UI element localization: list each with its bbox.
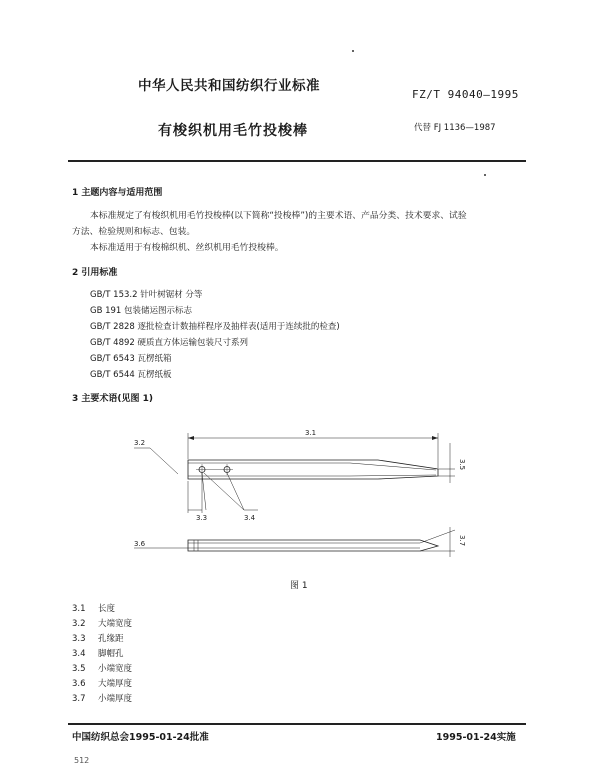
reference-standard: GB 191 包装储运图示标志 xyxy=(90,306,193,316)
term-item: 3.1 长度 xyxy=(72,604,116,614)
stick-side-view xyxy=(188,540,438,551)
reference-standard: GB/T 6543 瓦楞纸箱 xyxy=(90,354,172,364)
section-1-para-line: 方法、检验规则和标志、包装。 xyxy=(72,227,196,237)
standard-number: FZ/T 94040—1995 xyxy=(412,88,519,101)
term-item: 3.6 大端厚度 xyxy=(72,679,133,689)
scan-speck xyxy=(352,50,354,52)
replaces-note: 代替 FJ 1136—1987 xyxy=(414,123,496,133)
document-title: 有梭织机用毛竹投梭棒 xyxy=(158,123,308,139)
implementation-date: 1995-01-24实施 xyxy=(436,732,516,743)
term-item: 3.2 大端宽度 xyxy=(72,619,133,629)
reference-standard: GB/T 6544 瓦楞纸板 xyxy=(90,370,172,380)
dim-label-small-end-thickness: 3.7 xyxy=(458,535,466,547)
footer-rule xyxy=(68,723,526,725)
section-1-para-line: 本标准规定了有梭织机用毛竹投梭棒(以下简称“投梭棒”)的主要术语、产品分类、技术要求、试验 xyxy=(90,211,467,221)
dim-label-length: 3.1 xyxy=(305,429,317,437)
term-item: 3.4 脚帽孔 xyxy=(72,649,124,659)
dim-label-big-end-thickness: 3.6 xyxy=(134,540,146,548)
reference-standard: GB/T 153.2 针叶树锯材 分等 xyxy=(90,290,203,300)
dim-label-hole-edge: 3.3 xyxy=(196,514,208,522)
section-1-para-2: 本标准适用于有梭棉织机、丝织机用毛竹投梭棒。 xyxy=(90,243,284,253)
section-3-heading: 3 主要术语(见图 1) xyxy=(72,394,154,404)
reference-standard: GB/T 4892 硬质直方体运输包装尺寸系列 xyxy=(90,338,249,348)
page-number: 512 xyxy=(74,756,90,765)
scan-speck xyxy=(484,174,486,176)
section-2-heading: 2 引用标准 xyxy=(72,268,118,278)
approval-date: 中国纺织总会1995-01-24批准 xyxy=(72,732,209,743)
term-item: 3.3 孔缘距 xyxy=(72,634,124,644)
figure-shuttle-stick-drawing xyxy=(120,425,480,575)
dim-label-big-end-width: 3.2 xyxy=(134,439,146,447)
figure-caption: 图 1 xyxy=(290,581,308,591)
dim-label-small-end-width: 3.5 xyxy=(458,459,466,471)
dim-label-foot-cap-hole: 3.4 xyxy=(244,514,256,522)
header-rule xyxy=(68,160,526,162)
term-item: 3.5 小端宽度 xyxy=(72,664,133,674)
issuing-organization: 中华人民共和国纺织行业标准 xyxy=(138,78,320,94)
section-1-heading: 1 主题内容与适用范围 xyxy=(72,188,163,198)
term-item: 3.7 小端厚度 xyxy=(72,694,133,704)
reference-standard: GB/T 2828 逐批检查计数抽样程序及抽样表(适用于连续批的检查) xyxy=(90,322,340,332)
